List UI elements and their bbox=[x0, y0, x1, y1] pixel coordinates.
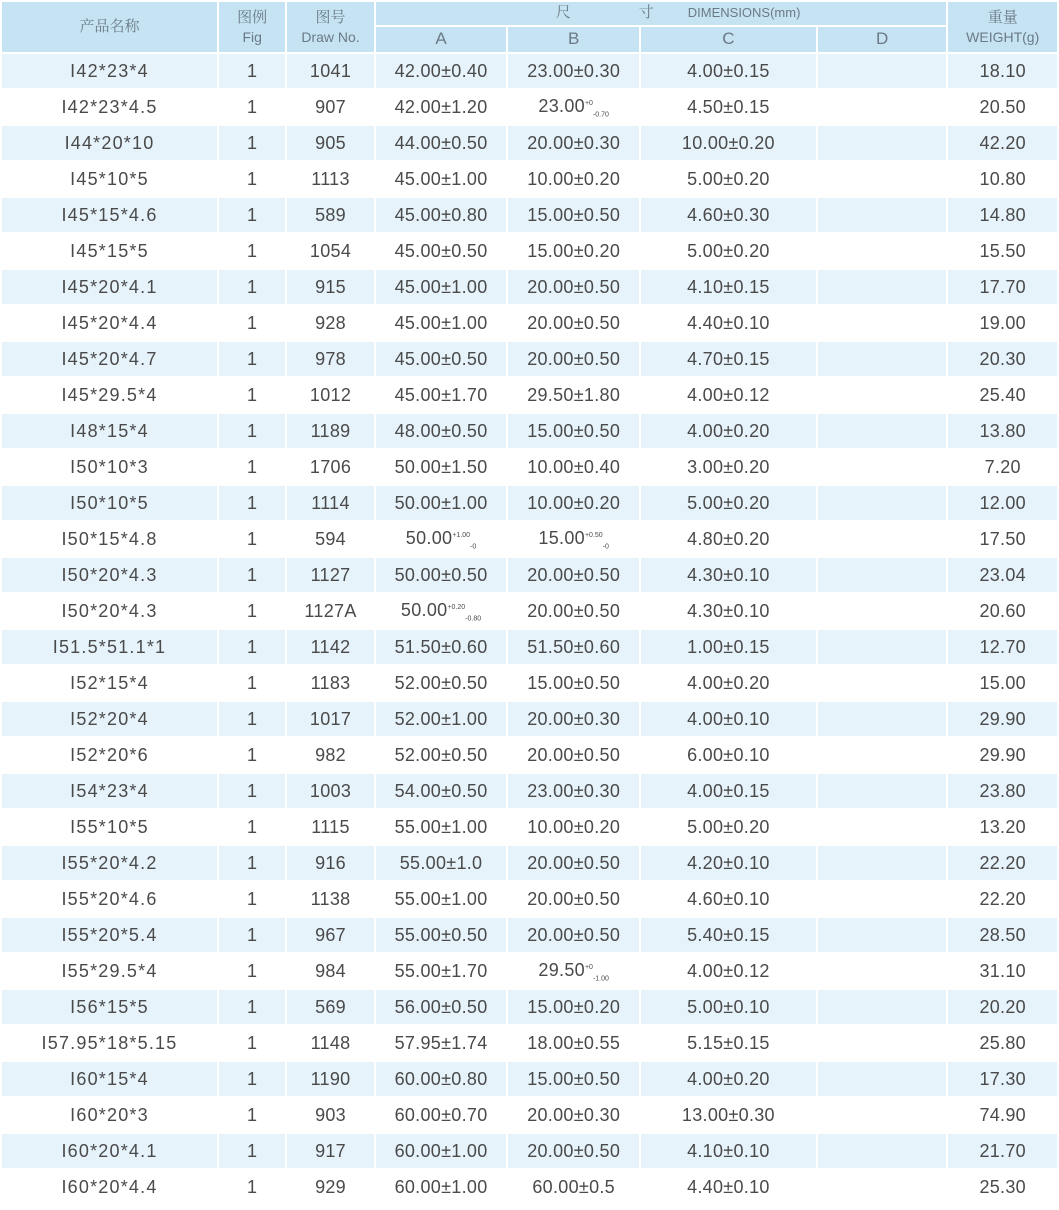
cell-dim-a: 45.00±0.50 bbox=[376, 234, 507, 268]
cell-product-name: I42*23*4.5 bbox=[2, 90, 217, 124]
cell-dim-a: 60.00±1.00 bbox=[376, 1134, 507, 1168]
table-row bbox=[2, 702, 1057, 736]
cell-fig: 1 bbox=[219, 270, 285, 304]
cell-fig: 1 bbox=[219, 522, 285, 556]
cell-dim-c: 4.00±0.12 bbox=[641, 954, 816, 988]
cell-dim-d bbox=[818, 270, 947, 304]
cell-fig: 1 bbox=[219, 1170, 285, 1204]
cell-dim-b: 15.00±0.20 bbox=[508, 990, 639, 1024]
cell-dim-c: 6.00±0.10 bbox=[641, 738, 816, 772]
cell-fig: 1 bbox=[219, 990, 285, 1024]
table-row bbox=[2, 954, 1057, 988]
cell-dim-c: 10.00±0.20 bbox=[641, 126, 816, 160]
cell-dim-d bbox=[818, 54, 947, 88]
cell-weight: 15.00 bbox=[948, 666, 1057, 700]
cell-dim-d bbox=[818, 630, 947, 664]
cell-dim-a: 45.00±0.80 bbox=[376, 198, 507, 232]
cell-weight: 17.30 bbox=[948, 1062, 1057, 1096]
header-product-name: 产品名称 bbox=[2, 2, 217, 52]
cell-weight: 17.50 bbox=[948, 522, 1057, 556]
cell-dim-b: 20.00±0.50 bbox=[508, 270, 639, 304]
cell-product-name: I50*20*4.3 bbox=[2, 558, 217, 592]
cell-product-name: I60*20*4.1 bbox=[2, 1134, 217, 1168]
cell-dim-c: 3.00±0.20 bbox=[641, 450, 816, 484]
cell-dim-b: 20.00±0.50 bbox=[508, 306, 639, 340]
cell-dim-b: 10.00±0.40 bbox=[508, 450, 639, 484]
table-row bbox=[2, 1026, 1057, 1060]
cell-dim-d bbox=[818, 378, 947, 412]
cell-weight: 12.00 bbox=[948, 486, 1057, 520]
cell-dim-a: 45.00±1.00 bbox=[376, 306, 507, 340]
header-dim-a: A bbox=[376, 27, 507, 52]
cell-dim-a: 52.00±0.50 bbox=[376, 666, 507, 700]
cell-dim-a: 45.00±1.70 bbox=[376, 378, 507, 412]
cell-dim-d bbox=[818, 414, 947, 448]
cell-dim-a: 55.00±1.0 bbox=[376, 846, 507, 880]
table-row bbox=[2, 990, 1057, 1024]
cell-dim-d bbox=[818, 1098, 947, 1132]
cell-draw-no: 589 bbox=[287, 198, 373, 232]
header-fig: 图例 Fig bbox=[219, 2, 285, 52]
cell-dim-b: 15.00±0.50 bbox=[508, 666, 639, 700]
cell-weight: 42.20 bbox=[948, 126, 1057, 160]
cell-fig: 1 bbox=[219, 414, 285, 448]
cell-weight: 28.50 bbox=[948, 918, 1057, 952]
cell-dim-d bbox=[818, 666, 947, 700]
cell-draw-no: 984 bbox=[287, 954, 373, 988]
cell-dim-c: 4.10±0.10 bbox=[641, 1134, 816, 1168]
cell-dim-a: 60.00±0.70 bbox=[376, 1098, 507, 1132]
table-row bbox=[2, 846, 1057, 880]
cell-weight: 10.80 bbox=[948, 162, 1057, 196]
cell-dim-c: 4.50±0.15 bbox=[641, 90, 816, 124]
cell-fig: 1 bbox=[219, 774, 285, 808]
cell-weight: 22.20 bbox=[948, 882, 1057, 916]
cell-dim-a: 45.00±1.00 bbox=[376, 162, 507, 196]
table-row bbox=[2, 342, 1057, 376]
table-row bbox=[2, 738, 1057, 772]
table-row bbox=[2, 522, 1057, 556]
cell-weight: 17.70 bbox=[948, 270, 1057, 304]
header-draw-no: 图号 Draw No. bbox=[287, 2, 373, 52]
cell-product-name: I52*20*6 bbox=[2, 738, 217, 772]
cell-dim-d bbox=[818, 306, 947, 340]
cell-draw-no: 1189 bbox=[287, 414, 373, 448]
table-row bbox=[2, 414, 1057, 448]
cell-product-name: I42*23*4 bbox=[2, 54, 217, 88]
cell-draw-no: 929 bbox=[287, 1170, 373, 1204]
cell-product-name: I52*15*4 bbox=[2, 666, 217, 700]
cell-dim-c: 4.00±0.20 bbox=[641, 666, 816, 700]
cell-draw-no: 967 bbox=[287, 918, 373, 952]
header-dim-c: C bbox=[641, 27, 816, 52]
cell-dim-a: 52.00±1.00 bbox=[376, 702, 507, 736]
cell-dim-c: 4.70±0.15 bbox=[641, 342, 816, 376]
cell-dim-b: 23.00±0.30 bbox=[508, 774, 639, 808]
cell-dim-b: 18.00±0.55 bbox=[508, 1026, 639, 1060]
cell-dim-a: 50.00±1.50 bbox=[376, 450, 507, 484]
cell-dim-c: 4.80±0.20 bbox=[641, 522, 816, 556]
cell-weight: 25.40 bbox=[948, 378, 1057, 412]
cell-dim-c: 4.40±0.10 bbox=[641, 1170, 816, 1204]
cell-dim-a: 55.00±0.50 bbox=[376, 918, 507, 952]
cell-draw-no: 1017 bbox=[287, 702, 373, 736]
cell-dim-a: 57.95±1.74 bbox=[376, 1026, 507, 1060]
table-header bbox=[2, 2, 1057, 52]
table-row bbox=[2, 54, 1057, 88]
cell-draw-no: 1148 bbox=[287, 1026, 373, 1060]
cell-dim-b: 20.00±0.30 bbox=[508, 126, 639, 160]
cell-weight: 15.50 bbox=[948, 234, 1057, 268]
cell-dim-d bbox=[818, 702, 947, 736]
cell-draw-no: 1041 bbox=[287, 54, 373, 88]
cell-dim-b: 15.00±0.50 bbox=[508, 1062, 639, 1096]
cell-dim-b: 20.00±0.50 bbox=[508, 342, 639, 376]
cell-product-name: I45*20*4.4 bbox=[2, 306, 217, 340]
cell-weight: 13.20 bbox=[948, 810, 1057, 844]
cell-dim-a: 42.00±0.40 bbox=[376, 54, 507, 88]
cell-fig: 1 bbox=[219, 666, 285, 700]
cell-dim-b: 20.00±0.50 bbox=[508, 738, 639, 772]
cell-fig: 1 bbox=[219, 378, 285, 412]
cell-dim-a: $50.00^{+1.00}_{-0}$ bbox=[376, 522, 507, 556]
table-row bbox=[2, 558, 1057, 592]
cell-dim-b: 15.00±0.50 bbox=[508, 198, 639, 232]
cell-draw-no: 982 bbox=[287, 738, 373, 772]
cell-product-name: I60*20*4.4 bbox=[2, 1170, 217, 1204]
cell-weight: 20.30 bbox=[948, 342, 1057, 376]
cell-dim-b: 23.00±0.30 bbox=[508, 54, 639, 88]
cell-dim-b: 20.00±0.50 bbox=[508, 594, 639, 628]
cell-dim-d bbox=[818, 738, 947, 772]
cell-weight: 31.10 bbox=[948, 954, 1057, 988]
cell-product-name: I60*20*3 bbox=[2, 1098, 217, 1132]
cell-draw-no: 1003 bbox=[287, 774, 373, 808]
cell-product-name: I45*20*4.1 bbox=[2, 270, 217, 304]
cell-dim-d bbox=[818, 126, 947, 160]
cell-dim-c: 1.00±0.15 bbox=[641, 630, 816, 664]
header-dim-d: D bbox=[818, 27, 947, 52]
cell-product-name: I55*20*5.4 bbox=[2, 918, 217, 952]
cell-dim-a: 45.00±1.00 bbox=[376, 270, 507, 304]
cell-product-name: I55*10*5 bbox=[2, 810, 217, 844]
cell-dim-c: 5.00±0.10 bbox=[641, 990, 816, 1024]
cell-dim-d bbox=[818, 918, 947, 952]
cell-draw-no: 1012 bbox=[287, 378, 373, 412]
cell-dim-d bbox=[818, 558, 947, 592]
cell-dim-b: 10.00±0.20 bbox=[508, 486, 639, 520]
cell-dim-c: 5.00±0.20 bbox=[641, 162, 816, 196]
cell-dim-b: 20.00±0.50 bbox=[508, 846, 639, 880]
header-weight: 重量 WEIGHT(g) bbox=[948, 2, 1057, 52]
cell-dim-d bbox=[818, 450, 947, 484]
cell-dim-d bbox=[818, 342, 947, 376]
cell-product-name: I48*15*4 bbox=[2, 414, 217, 448]
cell-product-name: I55*29.5*4 bbox=[2, 954, 217, 988]
cell-weight: 13.80 bbox=[948, 414, 1057, 448]
cell-fig: 1 bbox=[219, 198, 285, 232]
table-row bbox=[2, 630, 1057, 664]
cell-draw-no: 1190 bbox=[287, 1062, 373, 1096]
cell-product-name: I45*10*5 bbox=[2, 162, 217, 196]
cell-dim-c: 4.30±0.10 bbox=[641, 558, 816, 592]
cell-fig: 1 bbox=[219, 1098, 285, 1132]
cell-dim-c: 13.00±0.30 bbox=[641, 1098, 816, 1132]
cell-dim-a: 51.50±0.60 bbox=[376, 630, 507, 664]
cell-dim-c: 4.40±0.10 bbox=[641, 306, 816, 340]
cell-dim-a: 42.00±1.20 bbox=[376, 90, 507, 124]
cell-draw-no: 1706 bbox=[287, 450, 373, 484]
cell-dim-c: 4.00±0.15 bbox=[641, 54, 816, 88]
cell-fig: 1 bbox=[219, 918, 285, 952]
table-row bbox=[2, 666, 1057, 700]
cell-fig: 1 bbox=[219, 558, 285, 592]
cell-product-name: I50*10*5 bbox=[2, 486, 217, 520]
cell-dim-a: 56.00±0.50 bbox=[376, 990, 507, 1024]
cell-fig: 1 bbox=[219, 630, 285, 664]
cell-fig: 1 bbox=[219, 738, 285, 772]
cell-fig: 1 bbox=[219, 702, 285, 736]
table-row bbox=[2, 378, 1057, 412]
cell-dim-d bbox=[818, 774, 947, 808]
header-dim-b: B bbox=[508, 27, 639, 52]
cell-dim-c: 4.20±0.10 bbox=[641, 846, 816, 880]
table-row bbox=[2, 162, 1057, 196]
cell-fig: 1 bbox=[219, 90, 285, 124]
cell-fig: 1 bbox=[219, 1134, 285, 1168]
cell-fig: 1 bbox=[219, 954, 285, 988]
cell-dim-c: 5.00±0.20 bbox=[641, 810, 816, 844]
cell-weight: 23.80 bbox=[948, 774, 1057, 808]
cell-dim-d bbox=[818, 990, 947, 1024]
cell-weight: 19.00 bbox=[948, 306, 1057, 340]
cell-product-name: I52*20*4 bbox=[2, 702, 217, 736]
cell-draw-no: 928 bbox=[287, 306, 373, 340]
cell-dim-d bbox=[818, 846, 947, 880]
cell-dim-a: 54.00±0.50 bbox=[376, 774, 507, 808]
cell-fig: 1 bbox=[219, 306, 285, 340]
cell-product-name: I50*10*3 bbox=[2, 450, 217, 484]
cell-weight: 14.80 bbox=[948, 198, 1057, 232]
cell-product-name: I57.95*18*5.15 bbox=[2, 1026, 217, 1060]
header-dimensions: 尺 寸 DIMENSIONS(mm) bbox=[376, 2, 947, 25]
cell-draw-no: 1113 bbox=[287, 162, 373, 196]
cell-dim-a: 60.00±1.00 bbox=[376, 1170, 507, 1204]
table-row bbox=[2, 1170, 1057, 1204]
table-row bbox=[2, 1062, 1057, 1096]
table-row bbox=[2, 126, 1057, 160]
cell-dim-a: 55.00±1.70 bbox=[376, 954, 507, 988]
cell-dim-a: 45.00±0.50 bbox=[376, 342, 507, 376]
cell-product-name: I45*15*5 bbox=[2, 234, 217, 268]
cell-dim-a: 52.00±0.50 bbox=[376, 738, 507, 772]
cell-draw-no: 907 bbox=[287, 90, 373, 124]
cell-dim-d bbox=[818, 810, 947, 844]
cell-weight: 29.90 bbox=[948, 738, 1057, 772]
cell-product-name: I45*29.5*4 bbox=[2, 378, 217, 412]
cell-draw-no: 1114 bbox=[287, 486, 373, 520]
cell-draw-no: 1142 bbox=[287, 630, 373, 664]
cell-weight: 21.70 bbox=[948, 1134, 1057, 1168]
cell-dim-b: 20.00±0.30 bbox=[508, 1098, 639, 1132]
cell-dim-c: 4.00±0.15 bbox=[641, 774, 816, 808]
cell-draw-no: 905 bbox=[287, 126, 373, 160]
cell-dim-c: 5.00±0.20 bbox=[641, 234, 816, 268]
cell-weight: 12.70 bbox=[948, 630, 1057, 664]
cell-draw-no: 569 bbox=[287, 990, 373, 1024]
cell-fig: 1 bbox=[219, 126, 285, 160]
cell-dim-b: 15.00±0.20 bbox=[508, 234, 639, 268]
cell-dim-c: 4.00±0.12 bbox=[641, 378, 816, 412]
cell-weight: 74.90 bbox=[948, 1098, 1057, 1132]
cell-dim-a: 60.00±0.80 bbox=[376, 1062, 507, 1096]
cell-weight: 18.10 bbox=[948, 54, 1057, 88]
cell-product-name: I45*15*4.6 bbox=[2, 198, 217, 232]
cell-dim-c: 5.15±0.15 bbox=[641, 1026, 816, 1060]
cell-dim-b: 20.00±0.50 bbox=[508, 918, 639, 952]
cell-dim-a: 50.00±1.00 bbox=[376, 486, 507, 520]
cell-weight: 20.20 bbox=[948, 990, 1057, 1024]
cell-fig: 1 bbox=[219, 846, 285, 880]
cell-fig: 1 bbox=[219, 54, 285, 88]
cell-fig: 1 bbox=[219, 882, 285, 916]
cell-fig: 1 bbox=[219, 810, 285, 844]
cell-product-name: I54*23*4 bbox=[2, 774, 217, 808]
table-row bbox=[2, 774, 1057, 808]
cell-dim-a: 50.00±0.50 bbox=[376, 558, 507, 592]
cell-weight: 20.60 bbox=[948, 594, 1057, 628]
cell-dim-d bbox=[818, 522, 947, 556]
cell-dim-b: 20.00±0.50 bbox=[508, 558, 639, 592]
table-row bbox=[2, 882, 1057, 916]
cell-dim-b: 10.00±0.20 bbox=[508, 162, 639, 196]
cell-draw-no: 978 bbox=[287, 342, 373, 376]
table-row bbox=[2, 306, 1057, 340]
cell-dim-b: $15.00^{+0.50}_{-0}$ bbox=[508, 522, 639, 556]
table-row bbox=[2, 918, 1057, 952]
cell-weight: 7.20 bbox=[948, 450, 1057, 484]
cell-dim-d bbox=[818, 90, 947, 124]
cell-dim-b: 51.50±0.60 bbox=[508, 630, 639, 664]
cell-dim-b: $23.00^{+0}_{-0.70}$ bbox=[508, 90, 639, 124]
cell-draw-no: 1183 bbox=[287, 666, 373, 700]
cell-draw-no: 1115 bbox=[287, 810, 373, 844]
cell-dim-a: 55.00±1.00 bbox=[376, 882, 507, 916]
cell-dim-c: 5.00±0.20 bbox=[641, 486, 816, 520]
cell-dim-a: 55.00±1.00 bbox=[376, 810, 507, 844]
table-row bbox=[2, 450, 1057, 484]
cell-dim-d bbox=[818, 954, 947, 988]
table-row bbox=[2, 1134, 1057, 1168]
cell-dim-c: 4.00±0.20 bbox=[641, 414, 816, 448]
cell-weight: 29.90 bbox=[948, 702, 1057, 736]
cell-dim-a: 48.00±0.50 bbox=[376, 414, 507, 448]
table-row bbox=[2, 270, 1057, 304]
cell-dim-c: 4.00±0.10 bbox=[641, 702, 816, 736]
cell-dim-b: 20.00±0.30 bbox=[508, 702, 639, 736]
cell-fig: 1 bbox=[219, 162, 285, 196]
cell-product-name: I50*15*4.8 bbox=[2, 522, 217, 556]
cell-dim-c: 4.00±0.20 bbox=[641, 1062, 816, 1096]
cell-draw-no: 594 bbox=[287, 522, 373, 556]
cell-draw-no: 1138 bbox=[287, 882, 373, 916]
cell-dim-c: 4.10±0.15 bbox=[641, 270, 816, 304]
cell-dim-d bbox=[818, 594, 947, 628]
cell-product-name: I44*20*10 bbox=[2, 126, 217, 160]
cell-dim-c: 4.60±0.10 bbox=[641, 882, 816, 916]
cell-dim-a: $50.00^{+0.20}_{-0.80}$ bbox=[376, 594, 507, 628]
table-row bbox=[2, 234, 1057, 268]
cell-weight: 20.50 bbox=[948, 90, 1057, 124]
cell-dim-d bbox=[818, 1170, 947, 1204]
cell-weight: 23.04 bbox=[948, 558, 1057, 592]
cell-draw-no: 1127A bbox=[287, 594, 373, 628]
cell-product-name: I55*20*4.6 bbox=[2, 882, 217, 916]
cell-dim-c: 4.30±0.10 bbox=[641, 594, 816, 628]
table-row bbox=[2, 810, 1057, 844]
cell-fig: 1 bbox=[219, 486, 285, 520]
cell-dim-b: 15.00±0.50 bbox=[508, 414, 639, 448]
cell-fig: 1 bbox=[219, 450, 285, 484]
table-row bbox=[2, 198, 1057, 232]
cell-product-name: I56*15*5 bbox=[2, 990, 217, 1024]
cell-dim-d bbox=[818, 486, 947, 520]
cell-dim-b: 10.00±0.20 bbox=[508, 810, 639, 844]
cell-dim-b: 20.00±0.50 bbox=[508, 1134, 639, 1168]
cell-draw-no: 916 bbox=[287, 846, 373, 880]
cell-dim-d bbox=[818, 1026, 947, 1060]
cell-dim-d bbox=[818, 882, 947, 916]
cell-dim-c: 4.60±0.30 bbox=[641, 198, 816, 232]
table-row bbox=[2, 90, 1057, 124]
table-row bbox=[2, 594, 1057, 628]
cell-fig: 1 bbox=[219, 1026, 285, 1060]
cell-dim-b: $29.50^{+0}_{-1.00}$ bbox=[508, 954, 639, 988]
cell-dim-b: 60.00±0.5 bbox=[508, 1170, 639, 1204]
cell-weight: 25.80 bbox=[948, 1026, 1057, 1060]
cell-dim-d bbox=[818, 1062, 947, 1096]
cell-weight: 22.20 bbox=[948, 846, 1057, 880]
cell-product-name: I60*15*4 bbox=[2, 1062, 217, 1096]
cell-dim-c: 5.40±0.15 bbox=[641, 918, 816, 952]
cell-dim-d bbox=[818, 1134, 947, 1168]
cell-dim-d bbox=[818, 234, 947, 268]
cell-dim-d bbox=[818, 198, 947, 232]
cell-product-name: I50*20*4.3 bbox=[2, 594, 217, 628]
table-body bbox=[2, 54, 1057, 1204]
cell-dim-a: 44.00±0.50 bbox=[376, 126, 507, 160]
cell-dim-b: 29.50±1.80 bbox=[508, 378, 639, 412]
cell-product-name: I45*20*4.7 bbox=[2, 342, 217, 376]
cell-fig: 1 bbox=[219, 594, 285, 628]
cell-draw-no: 903 bbox=[287, 1098, 373, 1132]
cell-draw-no: 915 bbox=[287, 270, 373, 304]
cell-product-name: I51.5*51.1*1 bbox=[2, 630, 217, 664]
table-row bbox=[2, 1098, 1057, 1132]
cell-fig: 1 bbox=[219, 342, 285, 376]
cell-draw-no: 1054 bbox=[287, 234, 373, 268]
cell-weight: 25.30 bbox=[948, 1170, 1057, 1204]
table-row bbox=[2, 486, 1057, 520]
cell-draw-no: 1127 bbox=[287, 558, 373, 592]
cell-dim-b: 20.00±0.50 bbox=[508, 882, 639, 916]
cell-draw-no: 917 bbox=[287, 1134, 373, 1168]
cell-dim-d bbox=[818, 162, 947, 196]
cell-product-name: I55*20*4.2 bbox=[2, 846, 217, 880]
cell-fig: 1 bbox=[219, 1062, 285, 1096]
cell-fig: 1 bbox=[219, 234, 285, 268]
